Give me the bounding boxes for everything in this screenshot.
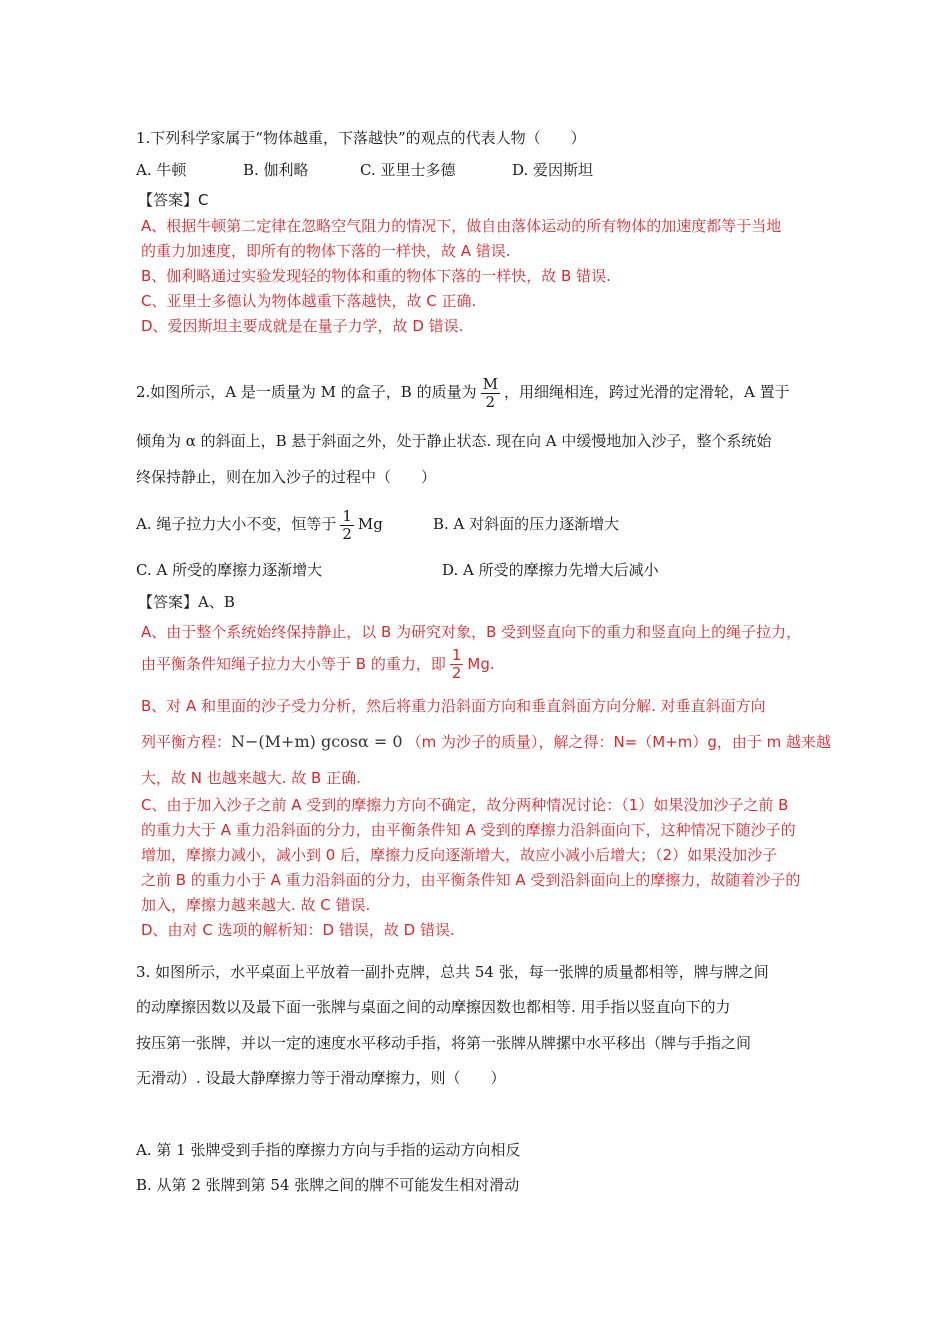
q3-stem-line: 3. 如图所示，水平桌面上平放着一副扑克牌，总共 54 张，每一张牌的质量都相等，牌与牌之间 <box>136 963 769 981</box>
q2-stem-line1 <box>136 374 790 411</box>
q3-stem-line: 按压第一张牌，并以一定的速度水平移动手指，将第一张牌从牌摞中水平移出（牌与手指之间 <box>136 1034 752 1052</box>
q2-analysis-line: 之前 B 的重力小于 A 重力沿斜面的分力，由平衡条件知 A 受到沿斜面向上的摩擦力，故随着沙子的 <box>141 871 801 889</box>
q2-analysis-line: D、由对 C 选项的解析知：D 错误，故 D 错误. <box>141 921 455 939</box>
q1-stem: 1.下列科学家属于“物体越重，下落越快”的观点的代表人物（ ） <box>136 129 586 147</box>
q2-analysis-line: B、对 A 和里面的沙子受力分析，然后将重力沿斜面方向和垂直斜面方向分解. 对垂直斜面方向 <box>141 697 766 715</box>
q3-option-b: B. 从第 2 张牌到第 54 张牌之间的牌不可能发生相对滑动 <box>136 1176 520 1194</box>
q1-option-d: D. 爱因斯坦 <box>512 161 594 179</box>
q2-stem-line2: 倾角为 α 的斜面上，B 悬于斜面之外，处于静止状态. 现在向 A 中缓慢地加入沙子，整个系统始 <box>136 432 772 450</box>
fraction-denominator: 2 <box>342 524 352 543</box>
q2-option-a <box>136 506 383 543</box>
q2-analysis-text: 由平衡条件知绳子拉力大小等于 B 的重力，即 <box>141 655 446 673</box>
q2-analysis-line: 增加，摩擦力减小，减小到 0 后，摩擦力反向逐渐增大，故应小减小后增大；（2）如果没加沙子 <box>141 846 778 864</box>
q2-stem-text: 2.如图所示，A 是一质量为 M 的盒子，B 的质量为 <box>136 383 477 401</box>
q2-analysis-line: 加入，摩擦力越来越大. 故 C 错误. <box>141 896 371 914</box>
fraction-numerator: 1 <box>342 506 352 525</box>
fraction-denominator: 2 <box>485 392 496 411</box>
q2-option-a-fraction <box>340 508 354 543</box>
q2-analysis-line: C、由于加入沙子之前 A 受到的摩擦力方向不确定，故分两种情况讨论：（1）如果没加沙子之前 B <box>141 796 789 814</box>
q1-analysis-line: C、亚里士多德认为物体越重下落越快，故 C 正确. <box>141 292 477 310</box>
equilibrium-formula: N−(M+m) gcosα = 0 <box>231 732 403 751</box>
q1-analysis-line: B、伽利略通过实验发现轻的物体和重的物体下落的一样快，故 B 错误. <box>141 267 611 285</box>
q2-analysis-text: （m 为沙子的质量），解之得：N=（M+m）g，由于 m 越来越 <box>406 733 832 751</box>
q3-stem-line: 的动摩擦因数以及最下面一张牌与桌面之间的动摩擦因数也都相等. 用手指以竖直向下的力 <box>136 998 731 1016</box>
q1-answer-label: 【答案】C <box>138 191 209 209</box>
q1-option-c: C. 亚里士多德 <box>360 161 456 179</box>
q2-mass-fraction <box>481 376 500 411</box>
q1-answer <box>138 190 208 210</box>
fraction-numerator: 1 <box>451 646 462 664</box>
q2-analysis-line: 大，故 N 也越来越大. 故 B 正确. <box>141 769 361 787</box>
fraction-numerator: M <box>482 374 498 393</box>
q2-option-d: D. A 所受的摩擦力先增大后减小 <box>442 561 659 579</box>
q1-analysis-line: 的重力加速度，即所有的物体下落的一样快，故 A 错误. <box>141 242 511 260</box>
q1-option-b: B. 伽利略 <box>243 161 309 179</box>
q2-option-b: B. A 对斜面的压力逐渐增大 <box>433 515 620 533</box>
q3-stem-line: 无滑动）. 设最大静摩擦力等于滑动摩擦力，则（ ） <box>136 1069 506 1087</box>
q1-option-a: A. 牛顿 <box>136 161 187 179</box>
q2-analysis-line: A、由于整个系统始终保持静止，以 B 为研究对象，B 受到竖直向下的重力和竖直向上的绳子拉力， <box>141 623 802 641</box>
q2-analysis-line-frac <box>141 646 495 682</box>
q2-answer: 【答案】A、B <box>138 593 235 611</box>
q2-stem-text: ，用细绳相连，跨过光滑的定滑轮，A 置于 <box>503 383 790 401</box>
q2-analysis-text: 列平衡方程： <box>141 733 232 751</box>
q2-analysis-fraction <box>450 647 464 682</box>
q2-analysis-text: Mg. <box>467 655 495 673</box>
fraction-denominator: 2 <box>451 664 462 682</box>
q2-option-c: C. A 所受的摩擦力逐渐增大 <box>136 561 323 579</box>
q2-option-a-text: A. 绳子拉力大小不变，恒等于 <box>136 515 337 533</box>
q2-analysis-line-formula <box>141 732 831 752</box>
q2-option-a-unit: Mg <box>357 515 383 533</box>
q2-stem-line3: 终保持静止，则在加入沙子的过程中（ ） <box>136 468 437 486</box>
q1-analysis-line: D、爱因斯坦主要成就是在量子力学，故 D 错误. <box>141 317 464 335</box>
q3-option-a: A. 第 1 张牌受到手指的摩擦力方向与手指的运动方向相反 <box>136 1141 521 1159</box>
q1-analysis-line: A、根据牛顿第二定律在忽略空气阻力的情况下，做自由落体运动的所有物体的加速度都等于当地 <box>141 217 782 235</box>
q2-analysis-line: 的重力大于 A 重力沿斜面的分力，由平衡条件知 A 受到的摩擦力沿斜面向下，这种情况下随沙子的 <box>141 821 796 839</box>
